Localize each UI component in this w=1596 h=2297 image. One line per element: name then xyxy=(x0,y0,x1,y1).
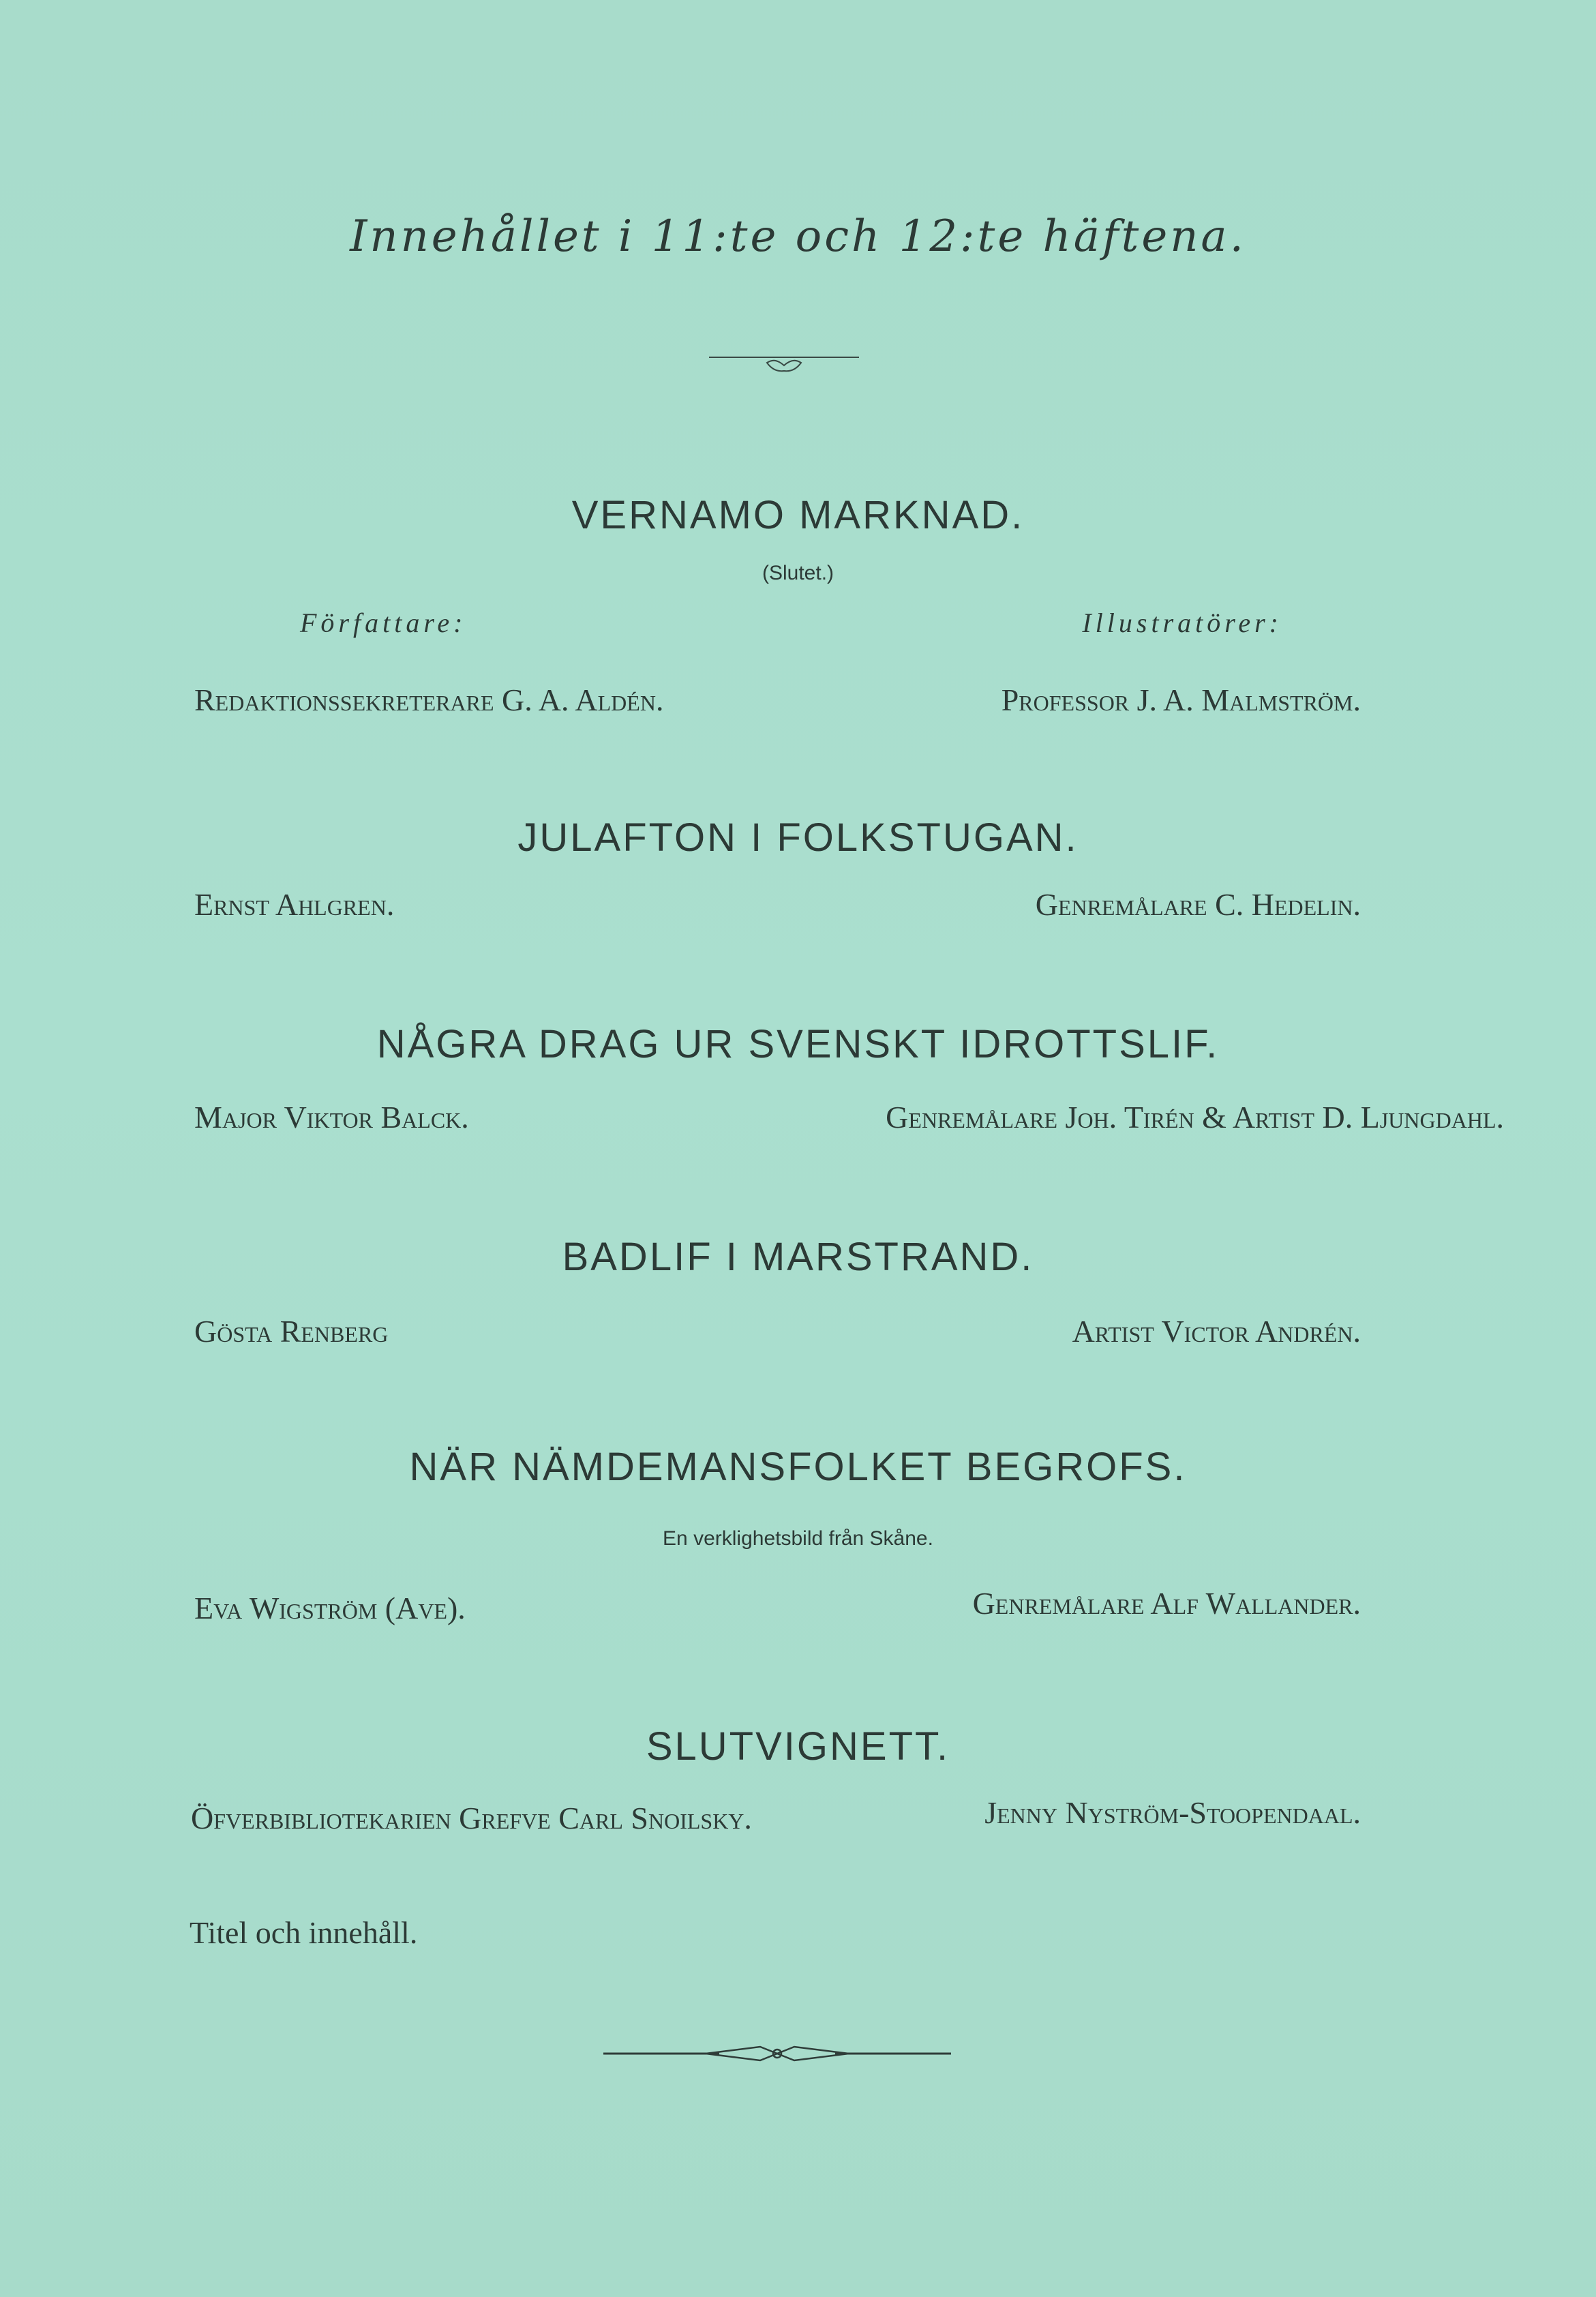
author-column-label: Författare: xyxy=(300,607,467,638)
entry-title: SLUTVIGNETT. xyxy=(646,1724,950,1769)
illustrator-column-label: Illustratörer: xyxy=(1082,607,1282,638)
entry-author: Ernst Ahlgren. xyxy=(194,887,395,922)
top-ornament xyxy=(709,353,859,378)
entry-subtitle: (Slutet.) xyxy=(762,562,834,584)
entry-title: NÅGRA DRAG UR SVENSKT IDROTTSLIF. xyxy=(376,1022,1220,1066)
footer-item: Titel och innehåll. xyxy=(190,1915,418,1950)
entry-author: Eva Wigström (Ave). xyxy=(194,1591,466,1625)
page-heading: Innehållet i 11:te och 12:te häftena. xyxy=(350,211,1246,262)
entry-subtitle: En verklighetsbild från Skåne. xyxy=(663,1527,933,1550)
entry-author: Öfverbibliotekarien Grefve Carl Snoilsky. xyxy=(191,1801,752,1835)
entry-title: BADLIF I MARSTRAND. xyxy=(562,1235,1034,1279)
entry-illustrator: Genremålare Joh. Tirén & Artist D. Ljungdahl. xyxy=(886,1100,1504,1135)
entry-illustrator: Genremålare Alf Wallander. xyxy=(972,1586,1361,1621)
entry-author: Gösta Renberg xyxy=(194,1314,389,1349)
bottom-ornament xyxy=(603,2039,951,2069)
entry-title: NÄR NÄMDEMANSFOLKET BEGROFS. xyxy=(409,1445,1187,1489)
entry-author: Major Viktor Balck. xyxy=(194,1100,469,1135)
entry-author: Redaktionssekreterare G. A. Aldén. xyxy=(194,682,664,717)
entry-illustrator: Artist Victor Andrén. xyxy=(1072,1314,1361,1349)
entry-title: JULAFTON I FOLKSTUGAN. xyxy=(517,815,1079,860)
entry-title: VERNAMO MARKNAD. xyxy=(571,493,1025,537)
entry-illustrator: Professor J. A. Malmström. xyxy=(1001,682,1361,717)
entry-illustrator: Jenny Nyström-Stoopendaal. xyxy=(984,1795,1361,1830)
entry-illustrator: Genremålare C. Hedelin. xyxy=(1035,887,1361,922)
